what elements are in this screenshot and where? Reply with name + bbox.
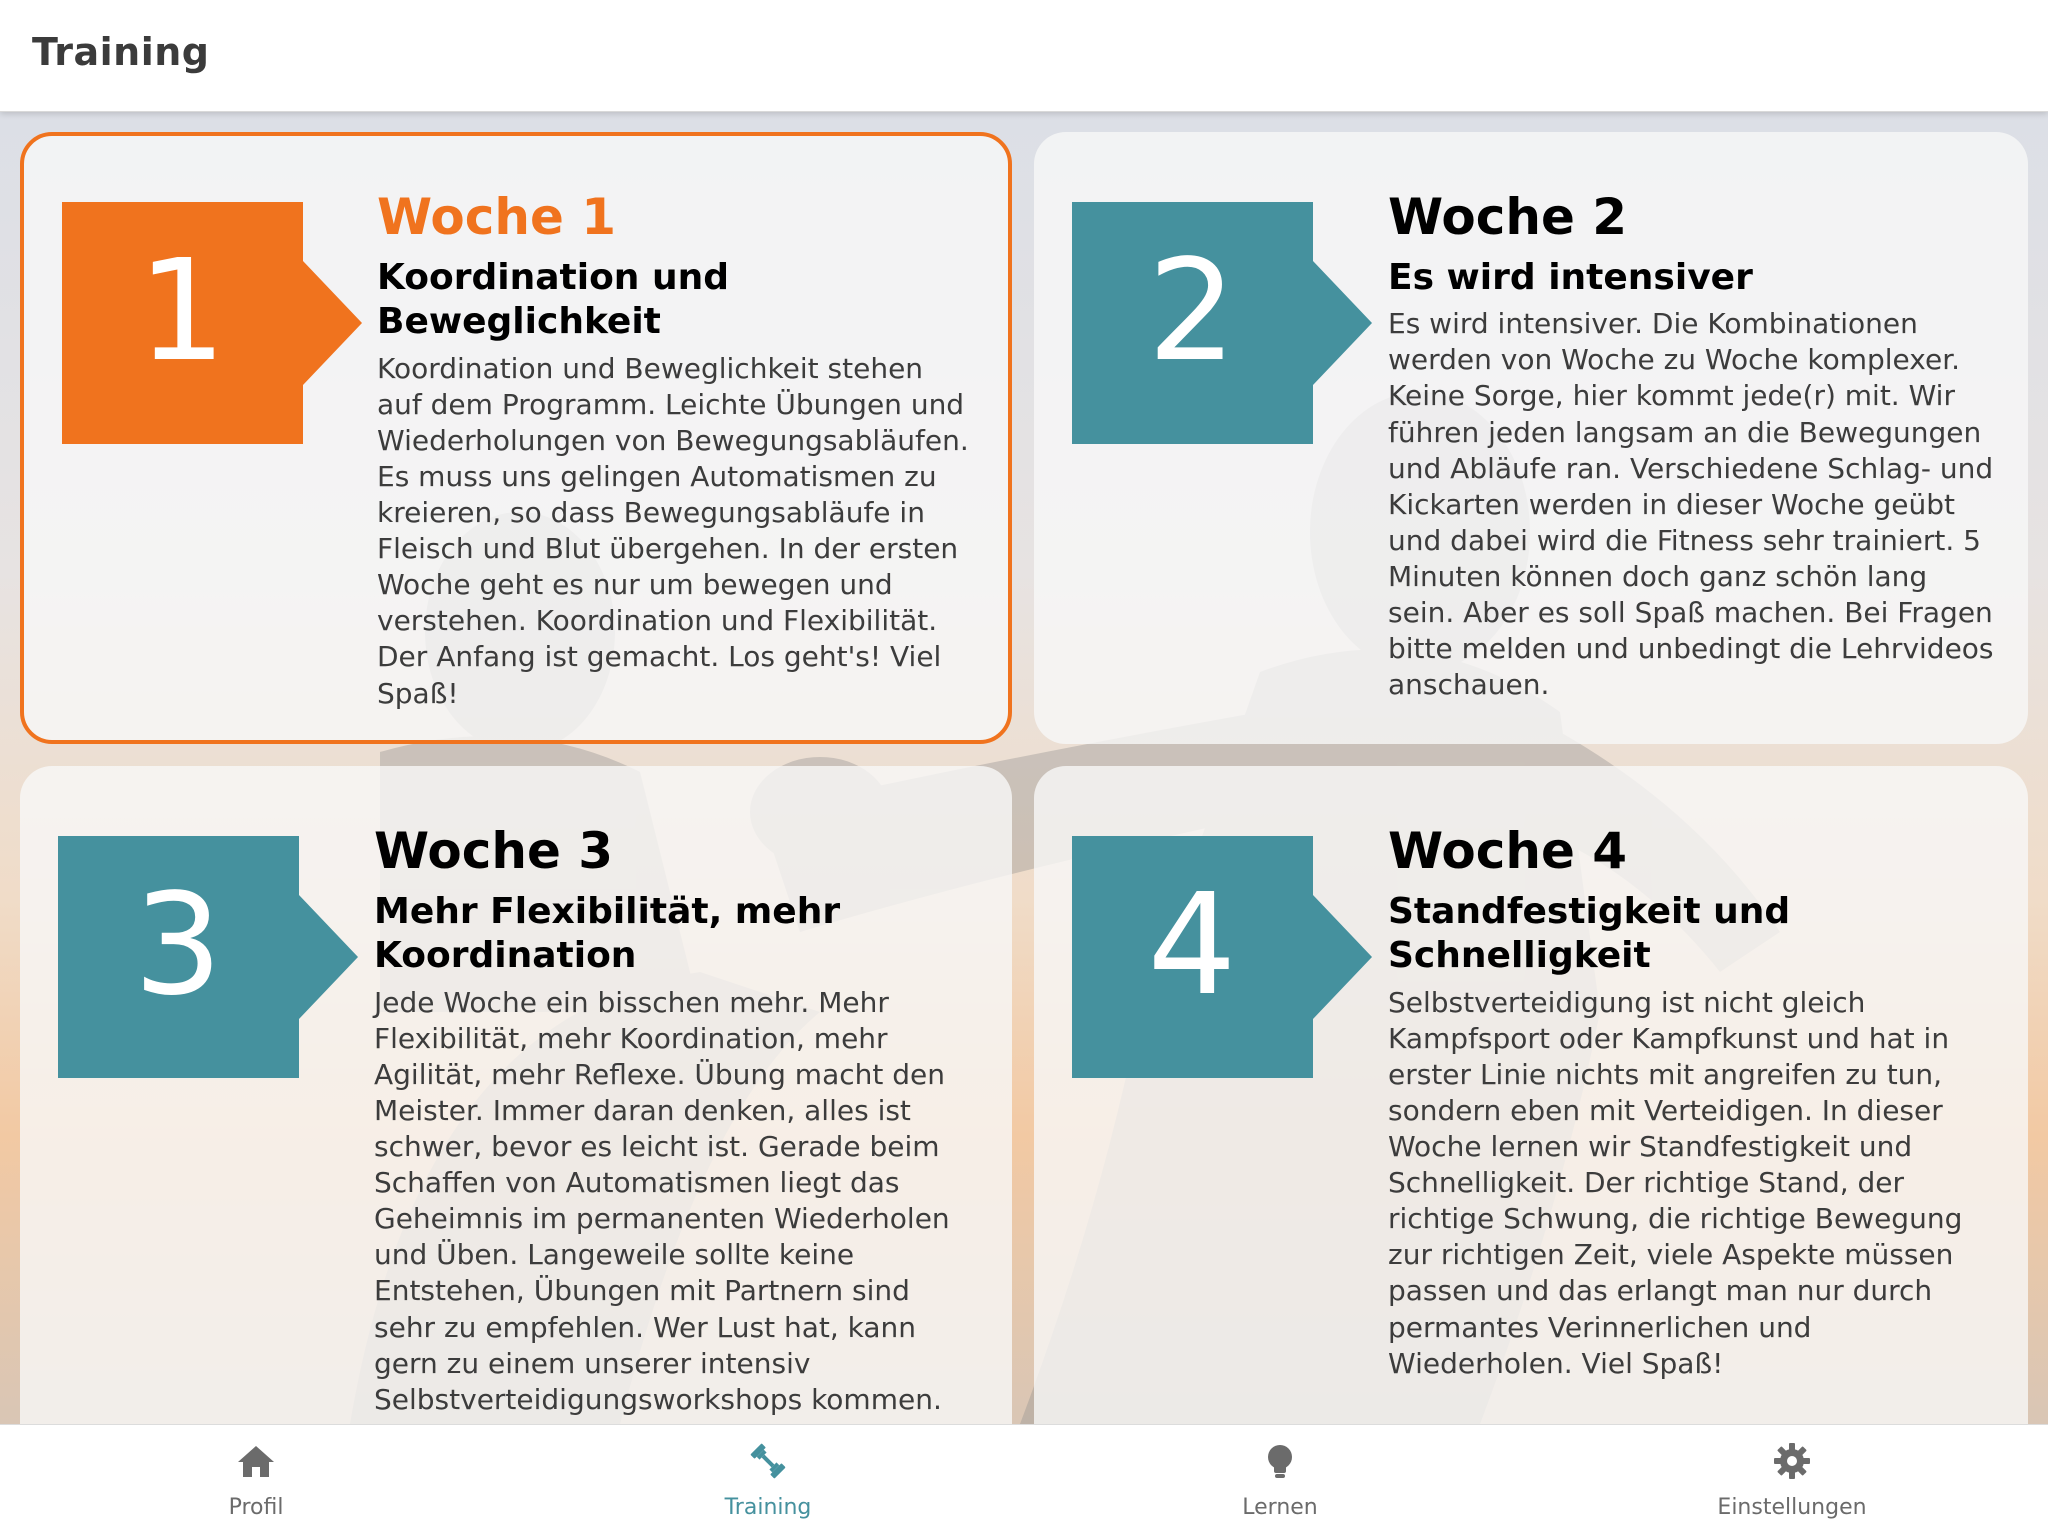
nav-label: Lernen	[1242, 1495, 1318, 1520]
week-number: 3	[133, 864, 223, 1027]
nav-tab-profil[interactable]	[0, 1425, 512, 1537]
training-content[interactable]	[0, 112, 2048, 1424]
week-title: Woche 2	[1388, 188, 1628, 246]
week-badge	[62, 202, 362, 444]
week-number: 2	[1147, 230, 1237, 393]
week-card-2[interactable]	[1034, 132, 2028, 744]
dumbbell-icon	[748, 1441, 788, 1481]
week-card-4[interactable]	[1034, 766, 2028, 1424]
week-subtitle: Mehr Flexibilität, mehr Koordination	[374, 891, 841, 977]
nav-label: Einstellungen	[1717, 1495, 1867, 1520]
home-icon	[236, 1441, 276, 1481]
week-badge	[58, 836, 358, 1078]
week-number: 1	[137, 230, 227, 393]
week-description: Es wird intensiver. Die Kombinationen werden von Woche zu Woche komplexer. Keine Sorge, hier kommt jede(r) mit. Wir führen jeden langsam an die Bewegungen und Abläufe ran. Verschiedene Schlag- und Kickarten werden in dieser Woche geübt und dabei wird die Fitness sehr trainiert. 5 Minuten können doch ganz schön lang sein. Aber es soll Spaß machen. Bei Fragen bitte melden und unbedingt die Lehrvideos anschauen.	[1388, 307, 1994, 702]
page-title: Training	[32, 30, 210, 74]
week-badge	[1072, 202, 1372, 444]
week-description: Koordination und Beweglichkeit stehen auf dem Programm. Leichte Übungen und Wiederholungen von Bewegungsabläufen. Es muss uns gelingen Automatismen zu kreieren, so dass Bewegungsabläufe in Fleisch und Blut übergehen. In der ersten Woche geht es nur um bewegen und verstehen. Koordination und Flexibilität. Der Anfang ist gemacht. Los geht's! Viel Spaß!	[377, 351, 969, 710]
week-card-3[interactable]	[20, 766, 1012, 1424]
week-description: Selbstverteidigung ist nicht gleich Kampfsport oder Kampfkunst und hat in erster Linie nichts mit angreifen zu tun, sondern eben mit Verteidigen. In dieser Woche lernen wir Standfestigkeit und Schnelligkeit. Der richtige Stand, der richtige Schwung, die richtige Bewegung zur richtigen Zeit, viele Aspekte müssen passen und das erlangt man nur durch permantes Verinnerlichen und Wiederholen. Viel Spaß!	[1388, 985, 1963, 1380]
nav-label: Training	[724, 1495, 812, 1520]
gear-icon	[1772, 1441, 1812, 1481]
week-number: 4	[1147, 864, 1237, 1027]
app-bar	[0, 0, 2048, 112]
nav-label: Profil	[228, 1495, 284, 1520]
week-description: Jede Woche ein bisschen mehr. Mehr Flexibilität, mehr Koordination, mehr Agilität, mehr Reflexe. Übung macht den Meister. Immer daran denken, alles ist schwer, bevor es leicht ist. Gerade beim Schaffen von Automatismen liegt das Geheimnis im permanenten Wiederholen und Üben. Langeweile sollte keine Entstehen, Übungen mit Partnern sind sehr zu empfehlen. Wer Lust hat, kann gern zu einem unserer intensiv Selbstverteidigungsworkshops kommen.	[374, 985, 950, 1416]
week-title: Woche 1	[377, 188, 617, 246]
nav-tab-training[interactable]	[512, 1425, 1024, 1537]
week-badge	[1072, 836, 1372, 1078]
week-title: Woche 3	[374, 822, 614, 880]
nav-tab-einstellungen[interactable]	[1536, 1425, 2048, 1537]
bottom-navigation	[0, 1424, 2048, 1537]
lightbulb-icon	[1260, 1441, 1300, 1481]
week-card-1[interactable]	[20, 132, 1012, 744]
week-title: Woche 4	[1388, 822, 1628, 880]
week-subtitle: Koordination und Beweglichkeit	[377, 257, 729, 343]
week-subtitle: Standfestigkeit und Schnelligkeit	[1388, 891, 1791, 977]
nav-tab-lernen[interactable]	[1024, 1425, 1536, 1537]
week-subtitle: Es wird intensiver	[1388, 257, 1753, 298]
